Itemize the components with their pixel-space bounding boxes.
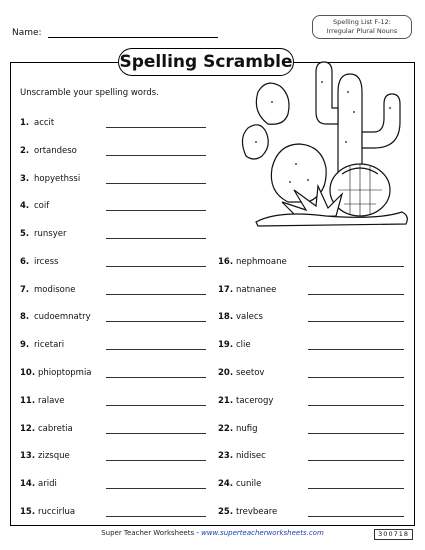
spelling-list-box	[312, 15, 412, 39]
word-item	[20, 173, 80, 185]
answer-line[interactable]	[308, 349, 404, 350]
item-number: 11.	[20, 396, 36, 406]
scrambled-word: cunile	[236, 479, 262, 489]
answer-line[interactable]	[106, 349, 206, 350]
word-item	[20, 506, 75, 518]
spelling-list-subtitle: Irregular Plural Nouns	[326, 27, 398, 35]
instructions: Unscramble your spelling words.	[20, 88, 159, 98]
answer-line[interactable]	[106, 405, 206, 406]
scrambled-word: cudoemnatry	[34, 312, 91, 322]
item-number: 12.	[20, 424, 36, 434]
scrambled-word: hopyethssi	[34, 174, 81, 184]
word-item	[20, 450, 70, 462]
cactus-illustration	[238, 52, 414, 228]
word-item	[218, 311, 263, 323]
answer-line[interactable]	[106, 238, 206, 239]
scrambled-word: cabretia	[38, 424, 73, 434]
scrambled-word: ralave	[38, 396, 65, 406]
item-number: 7.	[20, 285, 30, 295]
item-number: 24.	[218, 479, 234, 489]
answer-line[interactable]	[308, 294, 404, 295]
word-item	[218, 284, 276, 296]
item-number: 14.	[20, 479, 36, 489]
answer-line[interactable]	[308, 460, 404, 461]
answer-line[interactable]	[106, 210, 206, 211]
footer	[0, 529, 425, 537]
word-item	[218, 478, 261, 490]
item-number: 1.	[20, 118, 30, 128]
item-number: 3.	[20, 174, 30, 184]
item-number: 8.	[20, 312, 30, 322]
scrambled-word: nephmoane	[236, 257, 287, 267]
word-item	[20, 284, 75, 296]
scrambled-word: runsyer	[34, 229, 67, 239]
answer-line[interactable]	[308, 321, 404, 322]
name-label: Name:	[12, 28, 42, 38]
item-number: 17.	[218, 285, 234, 295]
item-number: 15.	[20, 507, 36, 517]
word-item	[20, 228, 66, 240]
item-number: 9.	[20, 340, 30, 350]
answer-line[interactable]	[106, 127, 206, 128]
scrambled-word: accit	[34, 118, 55, 128]
scrambled-word: ruccirlua	[38, 507, 76, 517]
answer-line[interactable]	[106, 183, 206, 184]
scrambled-word: ircess	[34, 257, 59, 267]
word-item	[20, 117, 54, 129]
item-number: 4.	[20, 201, 30, 211]
answer-line[interactable]	[308, 266, 404, 267]
footer-url[interactable]: www.superteacherworksheets.com	[201, 529, 324, 537]
item-number: 20.	[218, 368, 234, 378]
answer-line[interactable]	[308, 433, 404, 434]
item-number: 5.	[20, 229, 30, 239]
scrambled-word: zizsque	[38, 451, 70, 461]
word-item	[20, 395, 65, 407]
scrambled-word: tacerogy	[236, 396, 274, 406]
scrambled-word: seetov	[236, 368, 265, 378]
word-item	[20, 145, 77, 157]
item-number: 10.	[20, 368, 36, 378]
item-number: 19.	[218, 340, 234, 350]
answer-line[interactable]	[106, 516, 206, 517]
name-line[interactable]	[48, 37, 218, 38]
word-item	[20, 367, 92, 379]
answer-line[interactable]	[106, 266, 206, 267]
item-number: 2.	[20, 146, 30, 156]
scrambled-word: clie	[236, 340, 251, 350]
answer-line[interactable]	[308, 488, 404, 489]
item-number: 25.	[218, 507, 234, 517]
scrambled-word: coif	[34, 201, 50, 211]
word-item	[20, 478, 57, 490]
answer-line[interactable]	[308, 405, 404, 406]
item-number: 16.	[218, 257, 234, 267]
scrambled-word: nufig	[236, 424, 258, 434]
scrambled-word: aridi	[38, 479, 57, 489]
item-number: 6.	[20, 257, 30, 267]
worksheet-code: 300718	[374, 529, 413, 540]
scrambled-word: ortandeso	[34, 146, 77, 156]
paddle-cactus	[256, 83, 289, 124]
item-number: 21.	[218, 396, 234, 406]
word-item	[20, 311, 91, 323]
word-item	[20, 423, 73, 435]
scrambled-word: natnanee	[236, 285, 277, 295]
answer-line[interactable]	[106, 321, 206, 322]
word-item	[218, 450, 266, 462]
word-item	[20, 339, 64, 351]
answer-line[interactable]	[106, 155, 206, 156]
scrambled-word: phioptopmia	[38, 368, 92, 378]
scrambled-word: ricetari	[34, 340, 65, 350]
answer-line[interactable]	[106, 377, 206, 378]
answer-line[interactable]	[106, 460, 206, 461]
word-item	[218, 256, 287, 268]
answer-line[interactable]	[308, 377, 404, 378]
spelling-list-title: Spelling List F-12:	[333, 18, 391, 26]
item-number: 22.	[218, 424, 234, 434]
answer-line[interactable]	[308, 516, 404, 517]
tall-cactus	[338, 74, 362, 172]
word-item	[218, 367, 264, 379]
footer-brand: Super Teacher Worksheets -	[101, 529, 199, 537]
word-item	[218, 506, 277, 518]
scrambled-word: valecs	[236, 312, 263, 322]
scrambled-word: modisone	[34, 285, 76, 295]
word-item	[218, 423, 258, 435]
item-number: 18.	[218, 312, 234, 322]
page-title: Spelling Scramble	[118, 48, 294, 76]
word-item	[20, 256, 58, 268]
word-item	[218, 395, 273, 407]
item-number: 13.	[20, 451, 36, 461]
word-item	[20, 200, 49, 212]
item-number: 23.	[218, 451, 234, 461]
answer-line[interactable]	[106, 433, 206, 434]
word-item	[218, 339, 251, 351]
answer-line[interactable]	[106, 488, 206, 489]
answer-line[interactable]	[106, 294, 206, 295]
scrambled-word: nidisec	[236, 451, 266, 461]
scrambled-word: trevbeare	[236, 507, 278, 517]
